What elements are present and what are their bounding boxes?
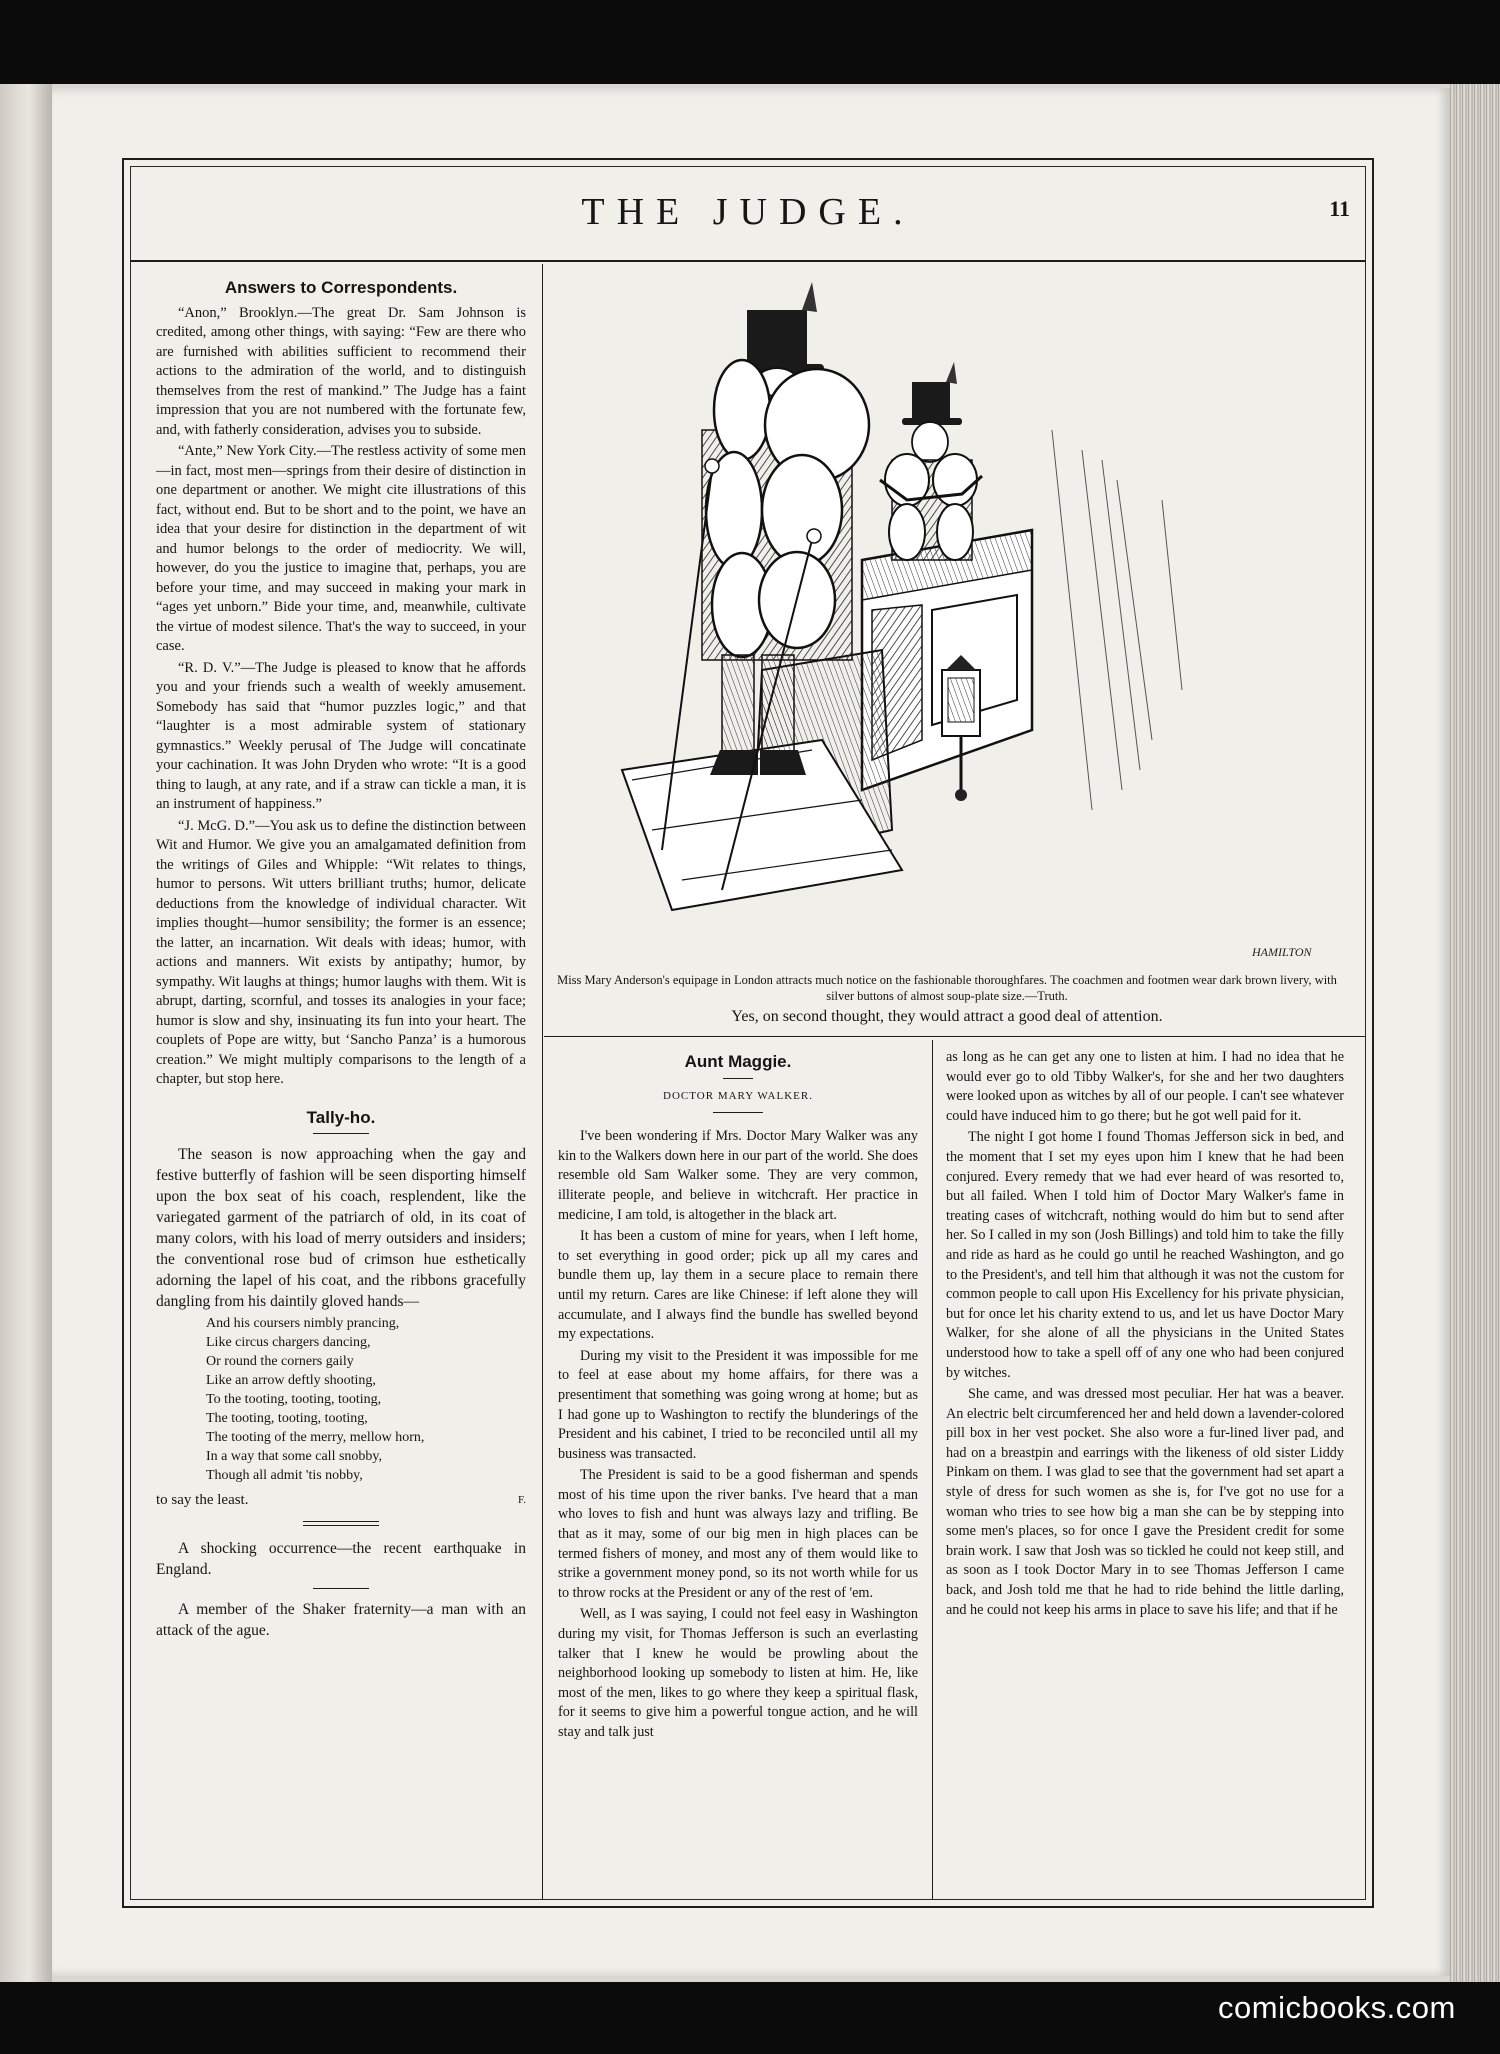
page-frame bbox=[122, 158, 1374, 1908]
filler-rule bbox=[313, 1588, 369, 1589]
book-spread bbox=[0, 84, 1500, 1982]
masthead-title: THE JUDGE. bbox=[581, 191, 915, 233]
aunt-maggie-byline: DOCTOR MARY WALKER. bbox=[663, 1089, 813, 1102]
tallyho-verse bbox=[206, 1314, 526, 1485]
cartoon-divider bbox=[544, 1036, 1366, 1037]
verse-line: The tooting, tooting, tooting, bbox=[206, 1411, 368, 1426]
middle-column bbox=[558, 1048, 918, 1890]
verse-line: Or round the corners gaily bbox=[206, 1354, 354, 1369]
answer-anon: “Anon,” Brooklyn.—The great Dr. Sam Johnson is credited, among other things, with saying: “Few are there who are furnished with abilities sufficient to recommend their actions to the admiration of the world, and to distinguish themselves from the rest of mankind.” The Judge has a faint impression that you are not numbered with the fortunate few, and, with fatherly consideration, advises you to subside. bbox=[156, 304, 526, 438]
article-paragraph: During my visit to the President it was impossible for me to feel at ease about my home affairs, for there was a presentiment that something was going wrong at home; but as I had gone up to Washington to rectify the blunderings of the President and his cabinet, I tried to be reconciled until all my business was transacted. bbox=[558, 1347, 918, 1462]
tallyho-ending bbox=[156, 1491, 526, 1511]
page-edges bbox=[1450, 84, 1500, 1982]
filler-earthquake: A shocking occurrence—the recent earthquake in England. bbox=[156, 1539, 526, 1578]
article-paragraph: Well, as I was saying, I could not feel easy in Washington during my visit, for Thomas Jefferson is such an everlasting talker that I knew he would be prowling about the neighborhood looking up somebody to listen at him. He, like most of the men, likes to go where they keep a spiritual flask, for it seems to give him a powerful tongue action, and he will stay and talk just bbox=[558, 1606, 918, 1740]
answer-ante: “Ante,” New York City.—The restless activity of some men—in fact, most men—springs from their desire of distinction in one department or another. We might cite illustrations of this fact, without end. But to be short and to the point, we have an idea that your desire for distinction in the department of wit and humor belongs to the order of mediocrity. We will, however, do you the justice to imagine that, perhaps, you are before your time, and may succeed in making your mark in “ages yet unborn.” Bide your time, and, meanwhile, cultivate the virtue of modest silence. That's the way to succeed, in your case. bbox=[156, 443, 526, 654]
cartoon-illustration bbox=[562, 270, 1322, 970]
column-divider-right bbox=[932, 1040, 933, 1900]
article-paragraph: It has been a custom of mine for years, when I left home, to set everything in good order; pick up all my cares and bundle them up, lay them in a secure place to remain there until my return. Cares are like Chinese: if left alone they will accumulate, and I always find the bundle has swelled beyond my expectations. bbox=[558, 1228, 918, 1343]
verse-line: In a way that some call snobby, bbox=[206, 1449, 382, 1464]
answers-heading: Answers to Correspondents. bbox=[224, 278, 458, 297]
article-paragraph: The President is said to be a good fisherman and spends most of his time upon the river banks. I've heard that a man who loves to fish and hunt was always lazy and trifling. Be that as it may, some of our big men in high places can be termed fishers of money, and most any of them would like to strike a government money pond, so its not worth while for us to throw rocks at the President or any of the rest of 'em. bbox=[558, 1467, 918, 1601]
page-number: 11 bbox=[1329, 196, 1350, 221]
tallyho-signature: F. bbox=[518, 1494, 526, 1506]
verse-line: The tooting of the merry, mellow horn, bbox=[206, 1430, 425, 1445]
column-divider-left bbox=[542, 264, 543, 1900]
heading-rule bbox=[723, 1078, 753, 1079]
double-rule bbox=[303, 1521, 379, 1526]
cartoon-caption: Miss Mary Anderson's equipage in London attracts much notice on the fashionable thoroughfares. The coachmen and footmen wear dark brown livery, with silver buttons of almost soup-plate size.—Truth. bbox=[557, 973, 1337, 1003]
facing-page-edge bbox=[0, 84, 52, 1982]
right-column bbox=[946, 1048, 1344, 1890]
left-column bbox=[156, 274, 526, 1889]
byline-rule bbox=[713, 1112, 763, 1113]
verse-line: Like an arrow deftly shooting, bbox=[206, 1373, 376, 1388]
verse-line: And his coursers nimbly prancing, bbox=[206, 1316, 400, 1331]
verse-line: Though all admit 'tis nobby, bbox=[206, 1468, 363, 1483]
article-paragraph: She came, and was dressed most peculiar. Her hat was a beaver. An electric belt circumferenced her and held down a lavender-colored pill box in her vest pocket. She also wore a fur-lined liver pad, and had on a breastpin and earrings with the likeness of old sister Liddy Pinkam on them. I was glad to see that the government had set apart a style of dress for such women as she is, for I've got no use for a woman who tries to see how big a man she can be by stepping into some men's places, so for once I gave the President credit for some brain work. I saw that Josh was so tickled he could not keep still, and as soon as I took Doctor Mary in to see Thomas Jefferson I came back, and Josh told me that he had to ride behind the little darling, and he could not keep his arms in place to save his life; and that if he bbox=[946, 1386, 1344, 1618]
footman-figure bbox=[880, 362, 982, 560]
answer-rdv: “R. D. V.”—The Judge is pleased to know that he affords you and your friends such a wealth of weekly amusement. Somebody has said that “humor puzzles logic,” and that “laughter is a most admirable system of stationary gymnastics.” Weekly perusal of The Judge will concatinate your cachination. It was John Dryden who wrote: “It is a good thing to laugh, at any rate, and if a straw can tickle a man, it is an instrument of happiness.” bbox=[156, 659, 526, 812]
watermark: comicbooks.com bbox=[1218, 1990, 1456, 2025]
magazine-page bbox=[52, 88, 1450, 1976]
tallyho-heading: Tally-ho. bbox=[306, 1107, 376, 1127]
article-paragraph: The night I got home I found Thomas Jefferson sick in bed, and the moment that I set my eyes upon him I knew that he had been conjured. Every remedy that we had ever heard of was resorted to, but all failed. When I told him of Doctor Mary Walker's fame in treating cases of witchcraft, nothing would do him but to send after her. So I called in my son (Josh Billings) and told him to take the filly and ride as hard as he could go until he reached Washington, and go to the President's, and tell him that although it was not the custom for common people to call upon His Excellency for his private physician, but for once let his charity extend to us, and let us have Doctor Mary Walker, for she alone of all the physicians in the United States understood how to take a spell off of any one who had been conjured by witches. bbox=[946, 1129, 1344, 1381]
verse-line: To the tooting, tooting, tooting, bbox=[206, 1392, 382, 1407]
tallyho-rule bbox=[313, 1133, 369, 1134]
tallyho-end-text: to say the least. bbox=[156, 1492, 249, 1508]
background-hatching bbox=[1052, 430, 1182, 810]
verse-line: Like circus chargers dancing, bbox=[206, 1335, 371, 1350]
filler-shaker: A member of the Shaker fraternity—a man with an attack of the ague. bbox=[156, 1600, 526, 1639]
artist-signature: HAMILTON bbox=[1252, 945, 1312, 959]
aunt-maggie-heading: Aunt Maggie. bbox=[684, 1052, 792, 1071]
cartoon-punchline: Yes, on second thought, they would attract a good deal of attention. bbox=[731, 1008, 1163, 1025]
article-paragraph: I've been wondering if Mrs. Doctor Mary Walker was any kin to the Walkers down here in our part of the world. She does resemble old Sam Walker some. They are very common, illiterate people, and believe in witchcraft. Her practice in medicine, I am told, is altogether in the black art. bbox=[558, 1128, 918, 1223]
article-paragraph: as long as he can get any one to listen at him. I had no idea that he would ever go to old Tibby Walker's, for she and her two daughters were looked upon as witches by all of our people. I can't see whatever could have induced him to go there; but he got well paid for it. bbox=[946, 1049, 1344, 1124]
answer-jmcgd: “J. McG. D.”—You ask us to define the distinction between Wit and Humor. We give you an amalgamated definition from the writings of Giles and Whipple: “Wit relates to things, humor to persons. Wit utters brilliant truths; humor, delicate deductions from the knowledge of individual character. Wit implies thought—humor sensibility; the former is an essence; the latter, an incarnation. Wit deals with ideas; humor, with actions and manners. Wit exists by antipathy; humor, by sympathy. Wit laughs at things; humor laughs with them. Wit is abrupt, darting, scornful, and tosses its analogies in your face; humor is slow and shy, insinuating its fun into your heart. The couplets of Pope are witty, but ‘Sancho Panza’ is a humorous creation.” We might multiply comparisons to the length of a chapter, but stop here. bbox=[156, 817, 526, 1087]
tallyho-intro: The season is now approaching when the gay and festive butterfly of fashion will be seen disporting himself upon the box seat of his coach, resplendent, like the variegated garment of the patriarch of old, in its coat of many colors, with his load of merry outsiders and insiders; the conventional rose bud of crimson hue esthetically adorning the lapel of his coat, and the ribbons gracefully dangling from his daintily gloved hands— bbox=[156, 1146, 526, 1310]
masthead-rule bbox=[130, 260, 1366, 262]
